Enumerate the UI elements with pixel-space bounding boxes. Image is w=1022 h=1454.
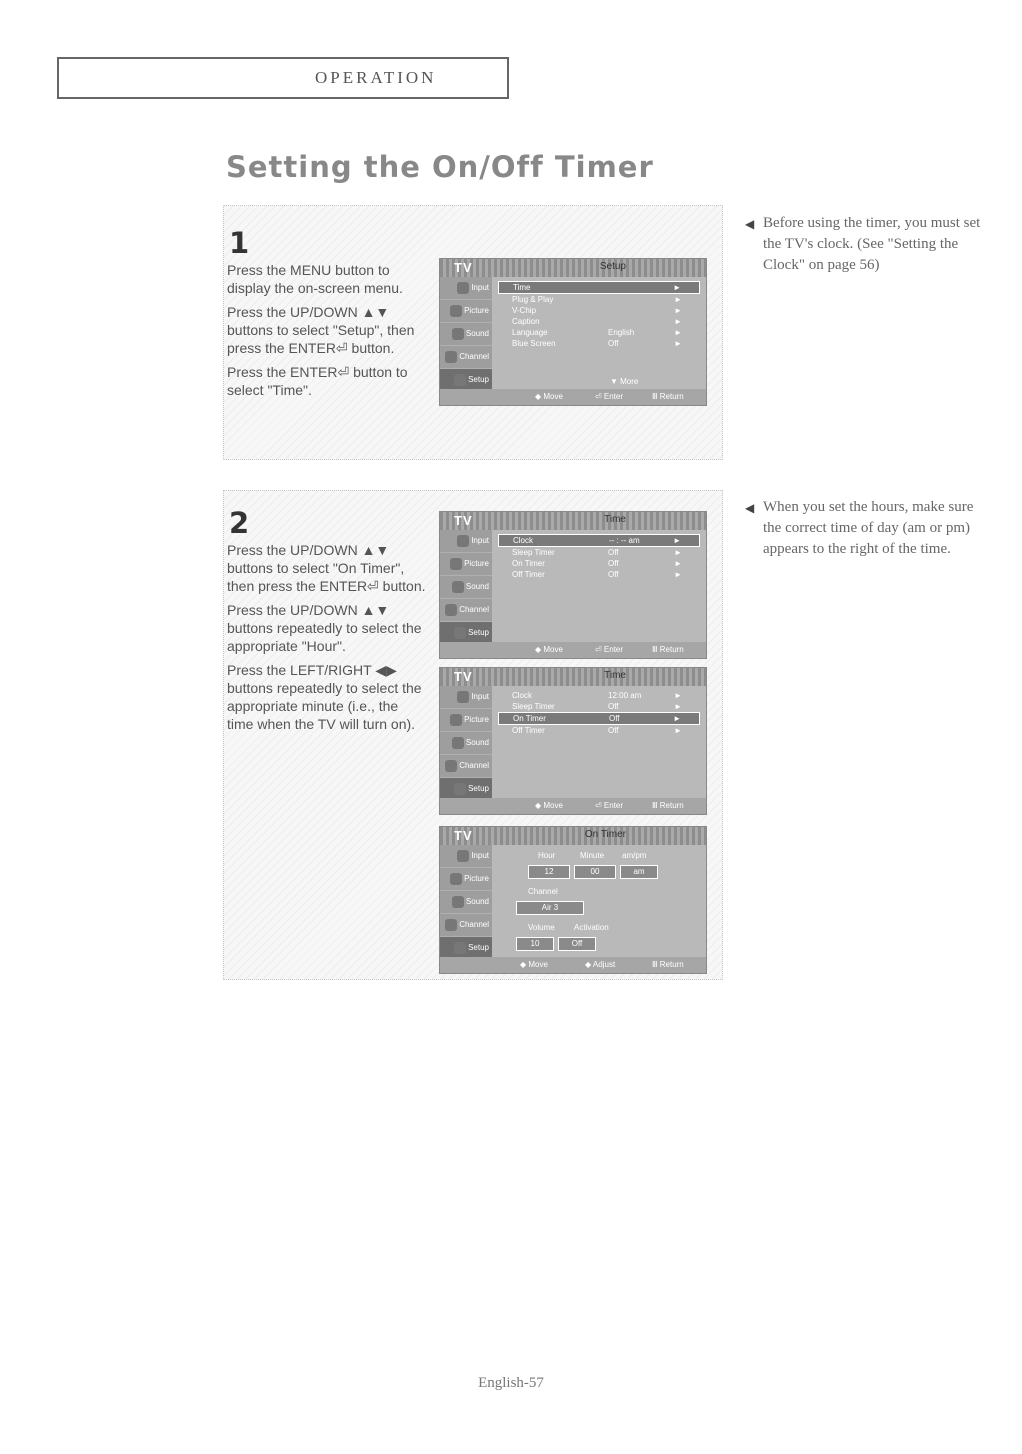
note-arrow-icon: ◀: [745, 501, 755, 515]
setup-icon: [454, 374, 466, 386]
osd-footer: [440, 389, 706, 405]
osd-row: Plug & Play ►: [512, 295, 682, 304]
osd-row: Clock 12:00 am ►: [512, 691, 682, 700]
sound-icon: [452, 737, 464, 749]
osd-row: Sleep Timer Off ►: [512, 548, 682, 557]
osd-sidebar-sound: Sound: [440, 323, 492, 346]
step-2-text: [227, 541, 427, 739]
osd-footer-move: ◆ Move: [535, 645, 563, 654]
osd-sidebar: [440, 530, 492, 642]
osd-menu-title: Time: [604, 670, 626, 681]
osd-row: Off Timer Off ►: [512, 726, 682, 735]
input-icon: [457, 850, 469, 862]
channel-icon: [445, 919, 457, 931]
section-header-label: OPERATION: [315, 68, 437, 87]
step-1-number: 1: [229, 226, 250, 260]
on-timer-time-labels: Hour Minute am/pm: [538, 851, 647, 860]
osd-footer: [440, 642, 706, 658]
osd-sidebar-input: Input: [440, 686, 492, 709]
picture-icon: [450, 305, 462, 317]
osd-header: [440, 827, 706, 845]
osd-menu-title: Time: [604, 514, 626, 525]
input-icon: [457, 282, 469, 294]
step-2-line: Press the LEFT/RIGHT ◀▶ buttons repeatedly to select the appropriate minute (i.e., the time when the TV will turn on).: [227, 662, 422, 732]
osd-footer: [440, 798, 706, 814]
osd-menu-title: On Timer: [584, 829, 626, 840]
on-timer-channel-label: Channel: [528, 887, 558, 896]
osd-sidebar-setup: Setup: [440, 622, 492, 645]
input-icon: [457, 535, 469, 547]
step-2-number: 2: [229, 506, 250, 540]
step-1-line: Press the ENTER⏎ button to select "Time".: [227, 364, 408, 398]
setup-icon: [454, 942, 466, 954]
minute-field: 00: [574, 865, 616, 879]
input-icon: [457, 691, 469, 703]
osd-sidebar: [440, 277, 492, 389]
osd-row: Clock -- : -- am ►: [498, 534, 700, 547]
note-text: When you set the hours, make sure the correct time of day (am or pm) appears to the right of the time.: [763, 499, 974, 557]
osd-row: Blue Screen Off ►: [512, 339, 682, 348]
volume-field: 10: [516, 937, 554, 951]
osd-tv-label: TV: [454, 260, 473, 275]
on-timer-channel-field: [498, 901, 700, 915]
on-timer-time-fields: [498, 865, 700, 879]
osd-sidebar-sound: Sound: [440, 891, 492, 914]
osd-row: Caption ►: [512, 317, 682, 326]
osd-sidebar-picture: Picture: [440, 300, 492, 323]
picture-icon: [450, 873, 462, 885]
osd-footer-enter: ⏎ Enter: [595, 645, 624, 654]
osd-sidebar-picture: Picture: [440, 553, 492, 576]
ampm-field: am: [620, 865, 658, 879]
setup-menu-screenshot: [439, 258, 707, 406]
osd-sidebar-sound: Sound: [440, 732, 492, 755]
osd-row: Time ►: [498, 281, 700, 294]
osd-footer-enter: ⏎ Enter: [595, 801, 624, 810]
osd-row: Off Timer Off ►: [512, 570, 682, 579]
setup-icon: [454, 627, 466, 639]
osd-footer-move: ◆ Move: [535, 392, 563, 401]
channel-field: Air 3: [516, 901, 584, 915]
osd-sidebar-input: Input: [440, 277, 492, 300]
picture-icon: [450, 714, 462, 726]
on-timer-screenshot: [439, 826, 707, 974]
step-2-line: Press the UP/DOWN ▲▼ buttons repeatedly to select the appropriate "Hour".: [227, 602, 422, 654]
channel-icon: [445, 760, 457, 772]
step-2-line: Press the UP/DOWN ▲▼ buttons to select "On Timer", then press the ENTER⏎ button.: [227, 542, 426, 594]
setup-icon: [454, 783, 466, 795]
osd-row: Sleep Timer Off ►: [512, 702, 682, 711]
osd-footer-return: Ⅲ Return: [652, 645, 684, 654]
osd-sidebar-picture: Picture: [440, 709, 492, 732]
sound-icon: [452, 896, 464, 908]
osd-sidebar-input: Input: [440, 845, 492, 868]
osd-sidebar: [440, 845, 492, 957]
osd-sidebar-input: Input: [440, 530, 492, 553]
osd-footer-return: Ⅲ Return: [652, 801, 684, 810]
channel-icon: [445, 351, 457, 363]
step-1-text: [227, 261, 427, 405]
osd-row: On Timer Off ►: [498, 712, 700, 725]
on-timer-grid: [498, 851, 700, 951]
channel-icon: [445, 604, 457, 616]
osd-sidebar-channel: Channel: [440, 346, 492, 369]
osd-footer-return: Ⅲ Return: [652, 960, 684, 969]
picture-icon: [450, 558, 462, 570]
section-header: [57, 57, 509, 99]
osd-header: [440, 668, 706, 686]
step-1-line: Press the MENU button to display the on-screen menu.: [227, 262, 403, 296]
osd-footer-move: ◆ Move: [535, 801, 563, 810]
osd-tv-label: TV: [454, 828, 473, 843]
osd-footer-return: Ⅲ Return: [652, 392, 684, 401]
note-text: Before using the timer, you must set the TV's clock. (See "Setting the Clock" on page 56): [763, 215, 981, 273]
osd-footer-move: ◆ Move: [520, 960, 548, 969]
hour-field: 12: [528, 865, 570, 879]
osd-sidebar-setup: Setup: [440, 778, 492, 801]
osd-more-indicator: ▼ More: [610, 377, 639, 386]
osd-menu-list: [498, 690, 700, 736]
osd-header: [440, 512, 706, 530]
osd-sidebar-sound: Sound: [440, 576, 492, 599]
osd-sidebar-channel: Channel: [440, 755, 492, 778]
osd-row: Language English ►: [512, 328, 682, 337]
osd-row: On Timer Off ►: [512, 559, 682, 568]
step-2-panel: [223, 490, 723, 980]
osd-sidebar-channel: Channel: [440, 914, 492, 937]
note-clock: [745, 213, 985, 276]
osd-footer-adjust: ◆ Adjust: [585, 960, 616, 969]
osd-sidebar-channel: Channel: [440, 599, 492, 622]
osd-sidebar-setup: Setup: [440, 937, 492, 960]
sound-icon: [452, 581, 464, 593]
osd-tv-label: TV: [454, 669, 473, 684]
osd-header: [440, 259, 706, 277]
step-1-line: Press the UP/DOWN ▲▼ buttons to select "Setup", then press the ENTER⏎ button.: [227, 304, 415, 356]
on-timer-volume-fields: [498, 937, 700, 951]
sound-icon: [452, 328, 464, 340]
osd-sidebar-setup: Setup: [440, 369, 492, 392]
time-menu-screenshot-2: [439, 667, 707, 815]
osd-tv-label: TV: [454, 513, 473, 528]
osd-menu-list: [498, 534, 700, 580]
note-ampm: [745, 497, 985, 560]
osd-footer: [440, 957, 706, 973]
page-footer: English-57: [478, 1375, 544, 1391]
osd-row: V-Chip ►: [512, 306, 682, 315]
time-menu-screenshot: [439, 511, 707, 659]
osd-sidebar-picture: Picture: [440, 868, 492, 891]
osd-menu-list: [498, 281, 700, 349]
osd-menu-title: Setup: [599, 261, 626, 272]
osd-sidebar: [440, 686, 492, 798]
osd-footer-enter: ⏎ Enter: [595, 392, 624, 401]
page-title: Setting the On/Off Timer: [226, 150, 654, 184]
note-arrow-icon: ◀: [745, 217, 755, 231]
on-timer-volume-labels: Volume Activation: [528, 923, 609, 932]
step-1-panel: [223, 205, 723, 460]
activation-field: Off: [558, 937, 596, 951]
